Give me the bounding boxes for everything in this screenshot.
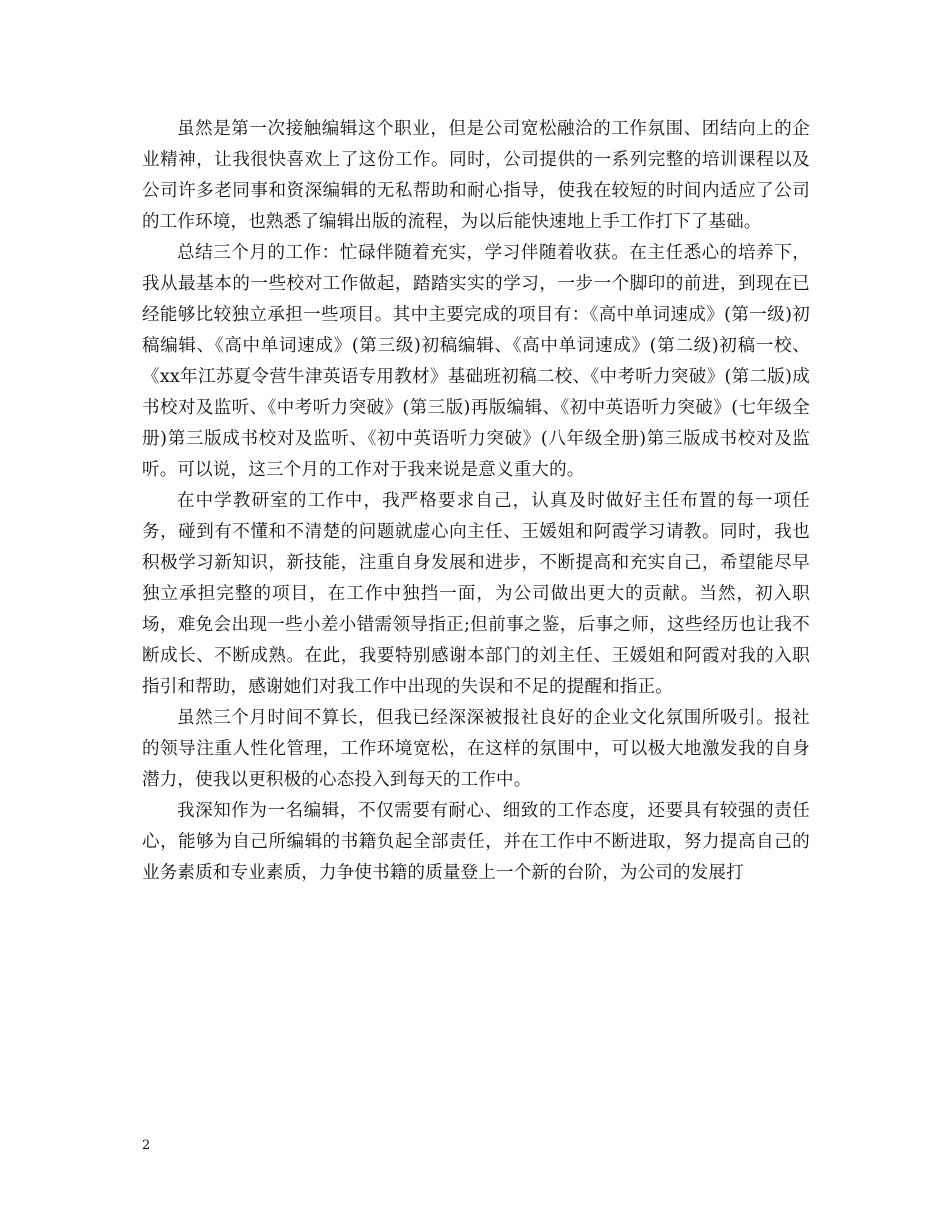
page-number: 2 <box>142 1138 151 1153</box>
paragraph-three-month-summary: 总结三个月的工作：忙碌伴随着充实，学习伴随着收获。在主任悉心的培养下，我从最基本的一些校对工作做起，踏踏实实的学习，一步一个脚印的前进，到现在已经能够比较独立承担一些项目。其中主要完成的项目有：《高中单词速成》(第一级)初稿编辑、《高中单词速成》(第三级)初稿编辑、《高中单词速成》(第二级)初稿一校、《xx年江苏夏令营牛津英语专用教材》基础班初稿二校、《中考听力突破》(第二版)成书校对及监听、《中考听力突破》(第三版)再版编辑、《初中英语听力突破》(七年级全册)第三版成书校对及监听、《初中英语听力突破》(八年级全册)第三版成书校对及监听。可以说，这三个月的工作对于我来说是意义重大的。 <box>142 243 811 480</box>
paragraph-teaching-office-work: 在中学教研室的工作中，我严格要求自己，认真及时做好主任布置的每一项任务，碰到有不懂和不清楚的问题就虚心向主任、王媛姐和阿霞学习请教。同时，我也积极学习新知识，新技能，注重自身发展和进步，不断提高和充实自己，希望能尽早独立承担完整的项目，在工作中独挡一面，为公司做出更大的贡献。当然，初入职场，难免会出现一些小差小错需领导指正;但前事之鉴，后事之师，这些经历也让我不断成长、不断成熟。在此，我要特别感谢本部门的刘主任、王媛姐和阿霞对我的入职指引和帮助，感谢她们对我工作中出现的失误和不足的提醒和指正。 <box>142 491 810 697</box>
document-body <box>142 114 810 889</box>
paragraph-first-experience: 虽然是第一次接触编辑这个职业，但是公司宽松融洽的工作氛围、团结向上的企业精神，让我很快喜欢上了这份工作。同时，公司提供的一系列完整的培训课程以及公司许多老同事和资深编辑的无私帮助和耐心指导，使我在较短的时间内适应了公司的工作环境，也熟悉了编辑出版的流程，为以后能快速地上手工作打下了基础。 <box>142 119 810 232</box>
paragraph-company-culture: 虽然三个月时间不算长，但我已经深深被报社良好的企业文化氛围所吸引。报社的领导注重人性化管理，工作环境宽松，在这样的氛围中，可以极大地激发我的自身潜力，使我以更积极的心态投入到每天的工作中。 <box>142 708 810 790</box>
paragraph-editor-responsibility: 我深知作为一名编辑，不仅需要有耐心、细致的工作态度，还要具有较强的责任心，能够为自己所编辑的书籍负起全部责任，并在工作中不断进取，努力提高自己的业务素质和专业素质，力争使书籍的质量登上一个新的台阶，为公司的发展打 <box>142 801 810 883</box>
